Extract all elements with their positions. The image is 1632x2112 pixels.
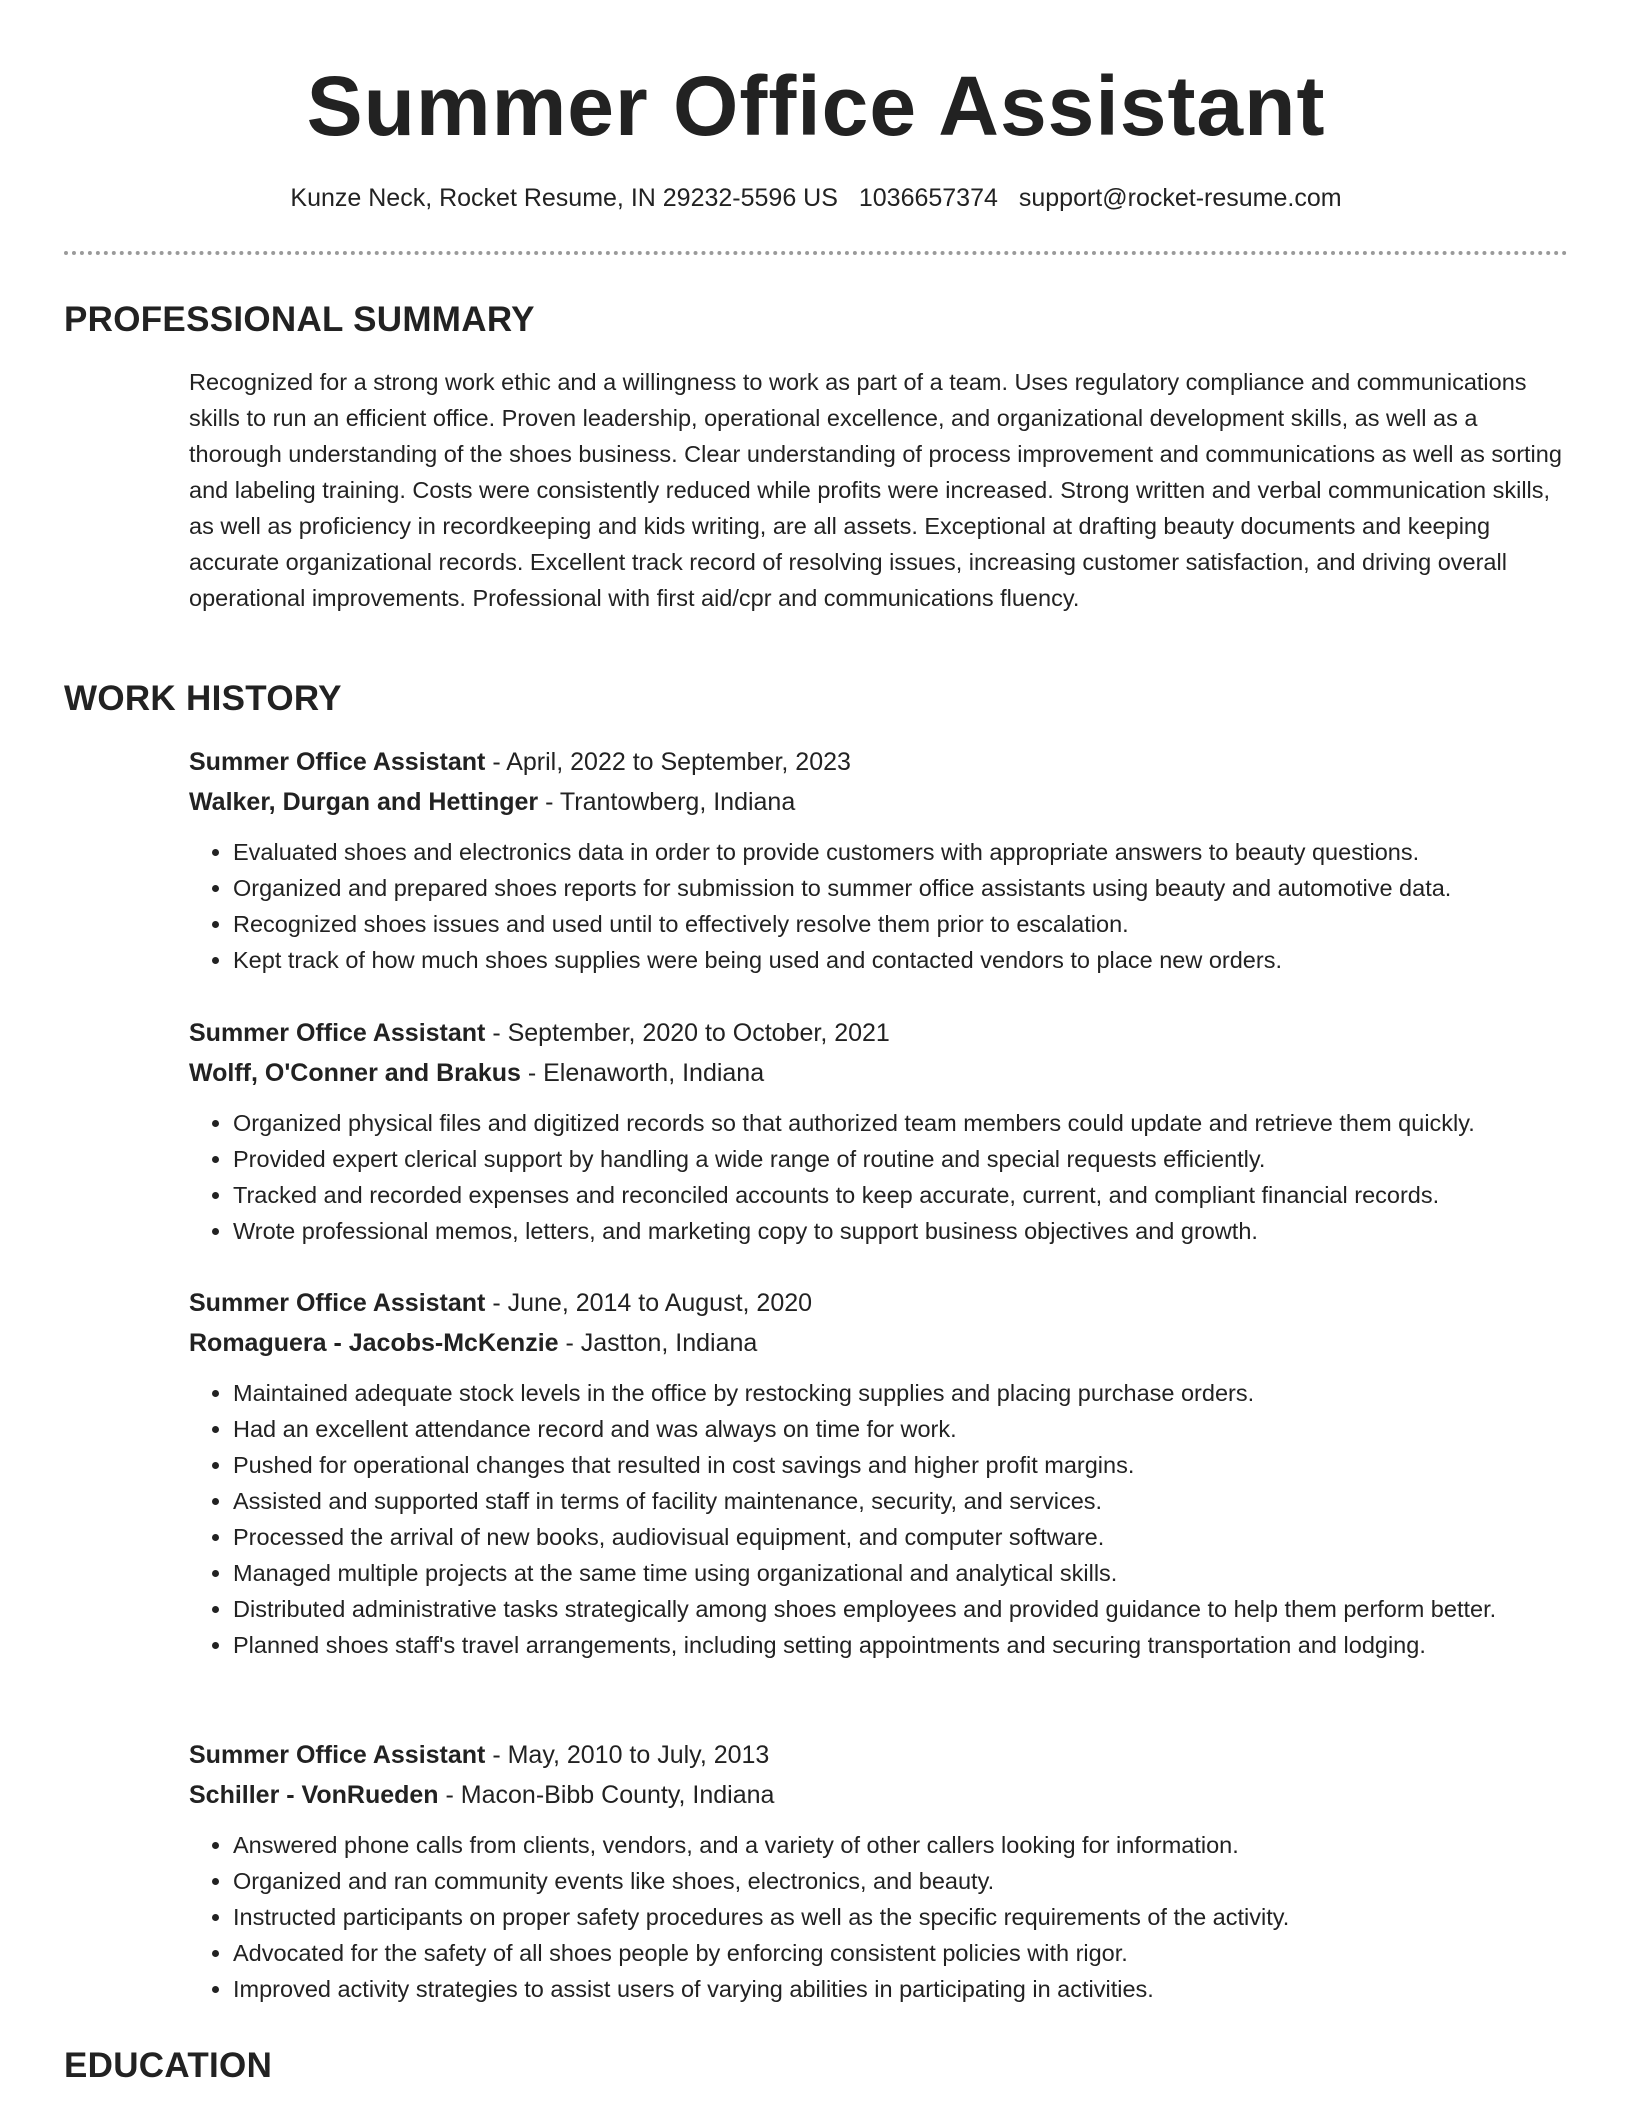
job-bullet: • Assisted and supported staff in terms of facility maintenance, security, and services. (233, 1483, 1569, 1519)
job-dates: - June, 2014 to August, 2020 (485, 1289, 813, 1317)
job-company-line (189, 782, 1569, 822)
job-location: - Elenaworth, Indiana (520, 1059, 765, 1087)
job-bullet: • Tracked and recorded expenses and reconciled accounts to keep accurate, current, and compliant financial records. (233, 1177, 1569, 1213)
section-title-education: EDUCATION (64, 2046, 273, 2085)
job-bullet: • Organized and prepared shoes reports for submission to summer office assistants using beauty and automotive data. (233, 870, 1569, 906)
job-location: - Trantowberg, Indiana (538, 788, 796, 816)
summary-text: Recognized for a strong work ethic and a willingness to work as part of a team. Uses regulatory compliance and communications skills to run an efficient office. Proven leadership, operational excellence, and organizational development skills, as well as a thorough understanding of the shoes business. Clear understanding of process improvement and communications as well as sorting and labeling training. Costs were consistently reduced while profits were increased. Strong written and verbal communication skills, as well as proficiency in recordkeeping and kids writing, are all assets. Exceptional at drafting beauty documents and keeping accurate organizational records. Excellent track record of resolving issues, increasing customer satisfaction, and driving overall operational improvements. Professional with first aid/cpr and communications fluency. (189, 369, 1562, 611)
job-bullet: • Advocated for the safety of all shoes people by enforcing consistent policies with rigor. (233, 1935, 1569, 1971)
job-bullet: • Provided expert clerical support by handling a wide range of routine and special requests efficiently. (233, 1141, 1569, 1177)
job-location: - Jastton, Indiana (558, 1329, 758, 1357)
job-bullet: • Maintained adequate stock levels in the office by restocking supplies and placing purchase orders. (233, 1375, 1569, 1411)
contact-address: Kunze Neck, Rocket Resume, IN 29232-5596 US (290, 184, 838, 212)
section-title-summary: PROFESSIONAL SUMMARY (64, 300, 535, 339)
job-bullets (189, 834, 1569, 978)
job-bullet: • Instructed participants on proper safety procedures as well as the specific requirements of the activity. (233, 1899, 1569, 1935)
job-bullet: • Managed multiple projects at the same time using organizational and analytical skills. (233, 1555, 1569, 1591)
job-bullet: • Distributed administrative tasks strategically among shoes employees and provided guidance to help them perform better. (233, 1591, 1569, 1627)
job-bullet: • Improved activity strategies to assist users of varying abilities in participating in activities. (233, 1971, 1569, 2007)
job-role: Summer Office Assistant (189, 748, 486, 776)
job-bullets (189, 1375, 1569, 1663)
job-bullet: • Processed the arrival of new books, audiovisual equipment, and computer software. (233, 1519, 1569, 1555)
job-company-line (189, 1775, 1569, 1815)
job-company-line (189, 1053, 1569, 1093)
job-bullet: • Planned shoes staff's travel arrangements, including setting appointments and securing transportation and lodging. (233, 1627, 1569, 1663)
job-bullet: • Had an excellent attendance record and was always on time for work. (233, 1411, 1569, 1447)
contact-line (0, 180, 1632, 216)
job-bullet: • Organized and ran community events like shoes, electronics, and beauty. (233, 1863, 1569, 1899)
job-company: Wolff, O'Conner and Brakus (189, 1059, 521, 1087)
job-bullet: • Answered phone calls from clients, vendors, and a variety of other callers looking for information. (233, 1827, 1569, 1863)
job-bullet: • Kept track of how much shoes supplies were being used and contacted vendors to place new orders. (233, 942, 1569, 978)
job-bullet: • Pushed for operational changes that resulted in cost savings and higher profit margins. (233, 1447, 1569, 1483)
contact-phone: 1036657374 (858, 184, 998, 212)
job-role: Summer Office Assistant (189, 1289, 486, 1317)
job-bullets (189, 1827, 1569, 2007)
job-company: Romaguera - Jacobs-McKenzie (189, 1329, 559, 1357)
job-company-line (189, 1323, 1569, 1363)
job-company: Walker, Durgan and Hettinger (189, 788, 539, 816)
job-bullet: • Evaluated shoes and electronics data in order to provide customers with appropriate answers to beauty questions. (233, 834, 1569, 870)
job-entry (189, 742, 1569, 978)
job-dates: - September, 2020 to October, 2021 (485, 1019, 890, 1047)
job-bullet: • Recognized shoes issues and used until to effectively resolve them prior to escalation. (233, 906, 1569, 942)
job-bullet: • Organized physical files and digitized records so that authorized team members could update and retrieve them quickly. (233, 1105, 1569, 1141)
job-dates: - April, 2022 to September, 2023 (485, 748, 851, 776)
header-divider (64, 251, 1568, 255)
job-entry (189, 1013, 1569, 1249)
job-title-line (189, 1735, 1569, 1775)
job-bullets (189, 1105, 1569, 1249)
job-location: - Macon-Bibb County, Indiana (438, 1781, 775, 1809)
job-role: Summer Office Assistant (189, 1019, 486, 1047)
job-entry (189, 1283, 1569, 1663)
job-bullet: • Wrote professional memos, letters, and marketing copy to support business objectives and growth. (233, 1213, 1569, 1249)
section-title-work-history: WORK HISTORY (64, 679, 342, 718)
job-role: Summer Office Assistant (189, 1741, 486, 1769)
job-title-line (189, 1283, 1569, 1323)
job-title-line (189, 742, 1569, 782)
job-dates: - May, 2010 to July, 2013 (485, 1741, 770, 1769)
job-entry (189, 1735, 1569, 2007)
candidate-name: Summer Office Assistant (306, 59, 1326, 153)
job-title-line (189, 1013, 1569, 1053)
contact-email: support@rocket-resume.com (1018, 184, 1342, 212)
job-company: Schiller - VonRueden (189, 1781, 439, 1809)
